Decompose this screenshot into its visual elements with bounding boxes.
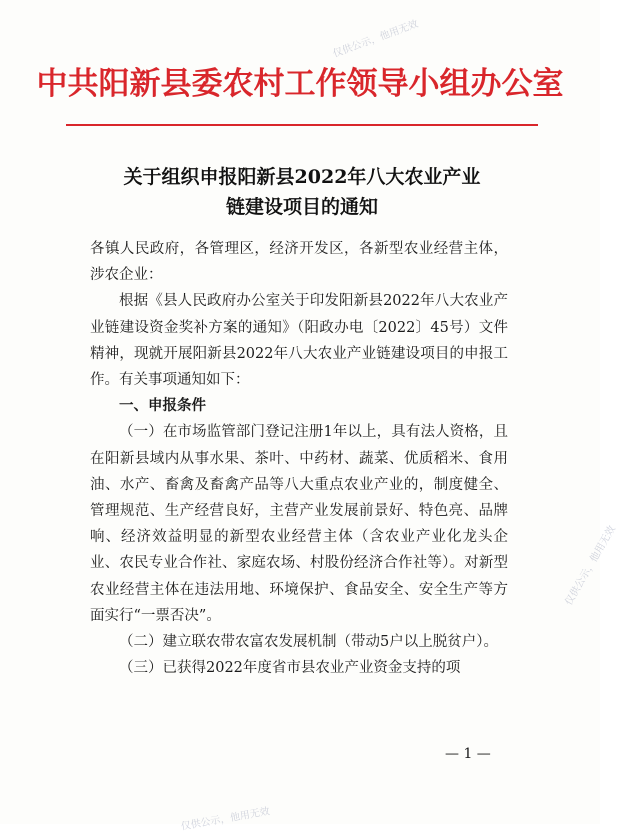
title-line-1: 关于组织申报阳新县2022年八大农业产业: [123, 166, 481, 188]
watermark-right: 仅供公示，他用无效: [563, 524, 618, 608]
condition-item-2: （二）建立联农带农富农发展机制（带动5户以上脱贫户）。: [119, 634, 498, 651]
condition-item-1: （一）在市场监管部门登记注册1年以上，具有法人资格，且在阳新县域内从事水果、茶叶、中药材、蔬菜、优质稻米、食用油、水产、畜禽及畜禽产品等八大重点农业产业的，制度健全、管理规范、生产经营良好，主营产业发展前景好、特色亮、品牌响、经济效益明显的新型农业经营主体（含农业产业化龙头企业、农民专业合作社、家庭农场、村股份经济合作社等）。对新型农业经营主体在违法用地、环境保护、食品安全、安全生产等方面实行“一票否决”。: [90, 424, 508, 624]
addressee: 各镇人民政府，各管理区，经济开发区，各新型农业经营主体，涉农企业：: [90, 241, 508, 284]
section-heading-1: 一、申报条件: [119, 397, 206, 415]
letterhead-divider: [66, 124, 538, 126]
title-line-2: 链建设项目的通知: [225, 196, 378, 218]
intro-paragraph: 根据《县人民政府办公室关于印发阳新县2022年八大农业产业链建设资金奖补方案的通知》（阳政办电〔2022〕45号）文件精神，现就开展阳新县2022年八大农业产业链建设项目的申报工作。有关事项通知如下：: [90, 293, 508, 389]
watermark-top: 仅供公示，他用无效: [331, 18, 420, 60]
condition-item-3: （三）已获得2022年度省市县农业产业资金支持的项: [119, 660, 461, 677]
document-title: [66, 162, 538, 222]
page-number: — 1 —: [445, 746, 491, 762]
document-body: [90, 236, 508, 681]
watermark-bottom: 仅供公示，他用无效: [180, 806, 271, 833]
letterhead: 中共阳新县委农村工作领导小组办公室: [36, 66, 564, 102]
